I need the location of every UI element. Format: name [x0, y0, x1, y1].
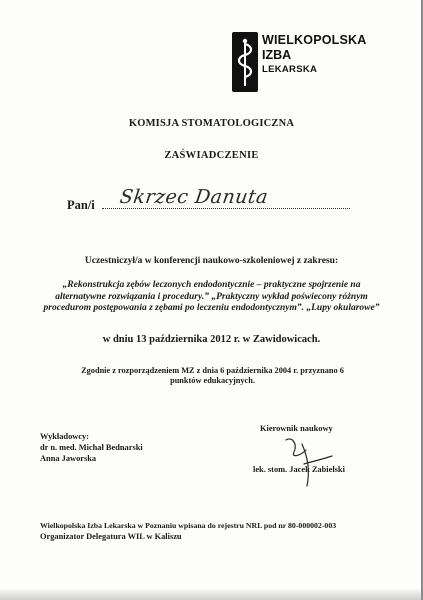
footer-block	[40, 520, 336, 543]
org-name-line2: IZBA	[262, 48, 292, 63]
lecturers-label: Wykładowcy:	[40, 432, 90, 441]
organization-logo-text	[262, 34, 366, 75]
org-name-line3: LEKARSKA	[262, 64, 318, 76]
recipient-dotted-line	[102, 208, 350, 209]
conference-topic: „Rekonstrukcja zębów leczonych endodontycznie – praktyczne spojrzenie na alternatywne rozwiązania i procedury.” „Praktyczny wykład poświecony różnym procedurom postępowania z zębami po leczeniu endodontycznym”. „Lupy okularowe”	[43, 280, 380, 314]
lecturer-name: Anna Jaworska	[40, 453, 97, 463]
participation-statement: Uczestniczył/a w konferencji naukowo-szkoleniowej z zakresu:	[84, 256, 339, 266]
education-points-note: Zgodnie z rozporządzeniem MZ z dnia 6 października 2004 r. przyznano 6 punktów edukacyjnych.	[81, 366, 344, 386]
signature-icon	[280, 434, 338, 490]
scientific-head-label: Kierownik naukowy	[260, 424, 333, 433]
document-title: ZAŚWIADCZENIE	[164, 150, 259, 161]
lecturers-block	[40, 432, 143, 465]
lecturer-name: dr n. med. Michał Bednarski	[40, 442, 143, 452]
conference-date-place: w dniu 13 października 2012 r. w Zawidowicach.	[102, 334, 321, 345]
logo-icon	[232, 32, 258, 92]
footer-organizer-line: Organizator Delegatura WIL w Kaliszu	[40, 532, 182, 542]
org-name-line1: WIELKOPOLSKA	[262, 33, 367, 47]
footer-registry-line: Wielkopolska Izba Lekarska w Poznaniu wpisana do rejestru NRL pod nr 80-000002-003	[40, 521, 337, 530]
recipient-name-handwritten: Skrzec Danuta	[118, 186, 270, 208]
commission-heading: KOMISJA STOMATOLOGICZNA	[128, 118, 295, 129]
recipient-label: Pan/i	[67, 198, 95, 212]
scientific-head-name: lek. stom. Jacek Zabielski	[253, 465, 345, 474]
